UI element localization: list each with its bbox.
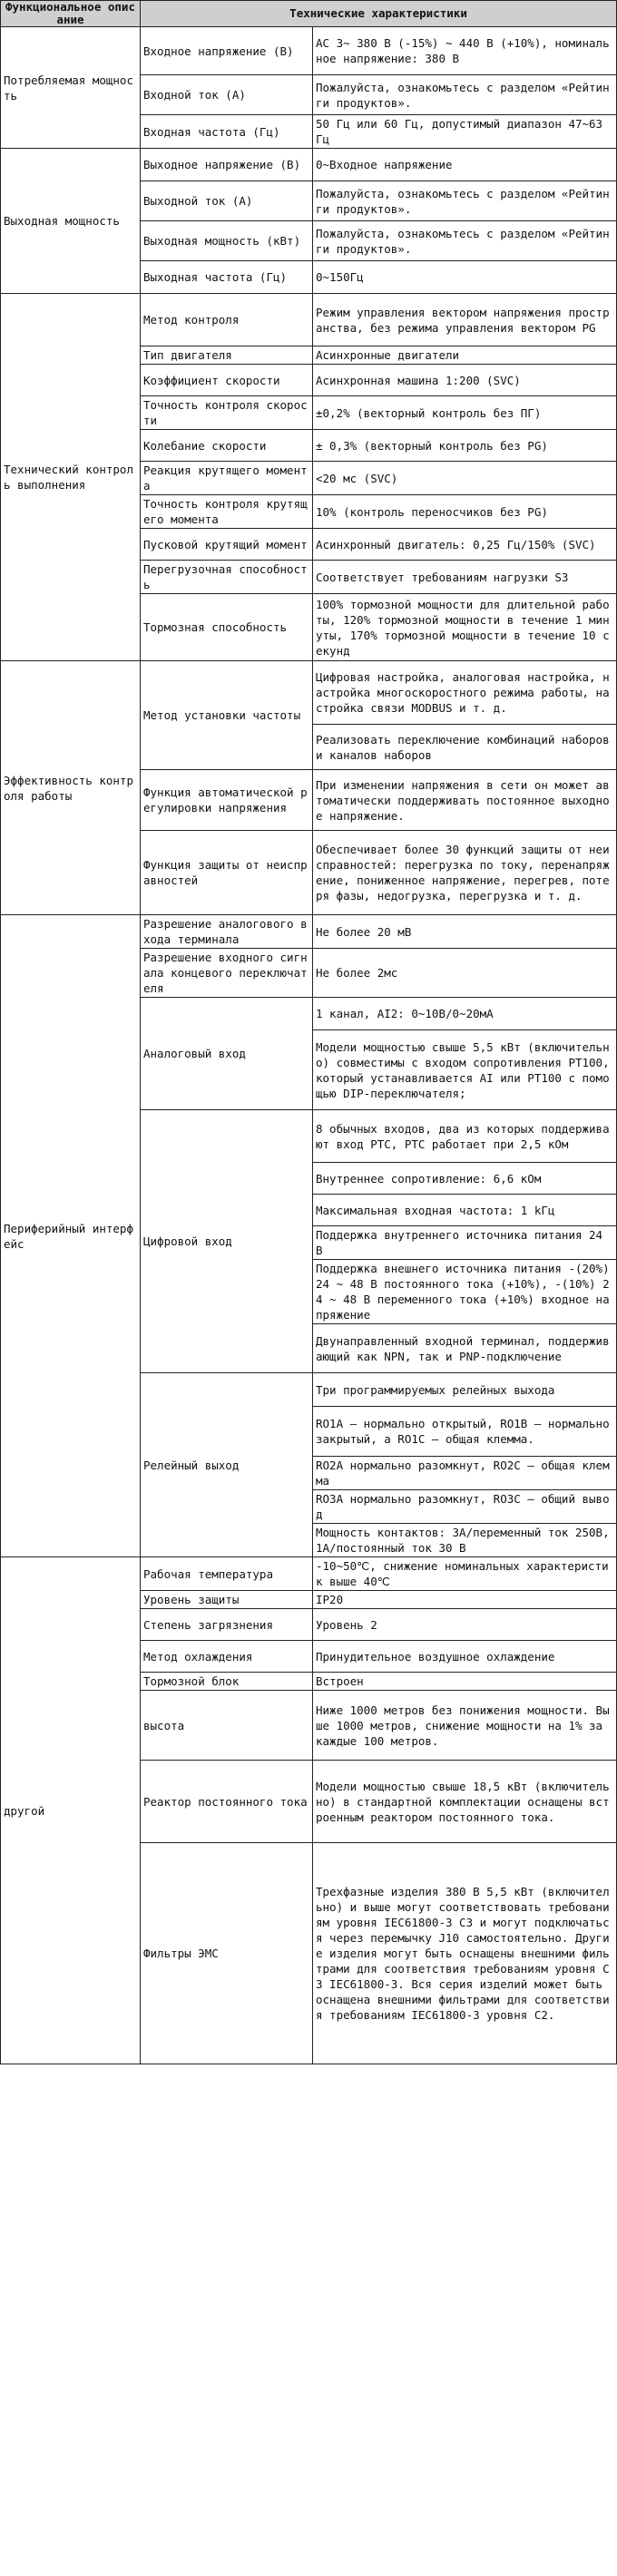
parameter-label: Тормозная способность xyxy=(141,594,313,661)
parameter-value: 1 канал, AI2: 0~10В/0~20мА xyxy=(313,998,617,1030)
parameter-value: Максимальная входная частота: 1 kГц xyxy=(313,1195,617,1226)
parameter-label: Цифровой вход xyxy=(141,1110,313,1373)
parameter-label: Входной ток (А) xyxy=(141,75,313,115)
parameter-label: Метод установки частоты xyxy=(141,661,313,770)
group-label: другой xyxy=(1,1557,141,2064)
parameter-value: Поддержка внутреннего источника питания 24 В xyxy=(313,1226,617,1260)
parameter-value: Асинхронные двигатели xyxy=(313,346,617,365)
parameter-label: Выходная мощность (кВт) xyxy=(141,221,313,261)
parameter-value: Встроен xyxy=(313,1673,617,1691)
parameter-label: Разрешение входного сигнала концевого переключателя xyxy=(141,949,313,998)
parameter-label: Метод охлаждения xyxy=(141,1641,313,1673)
parameter-value: Уровень 2 xyxy=(313,1609,617,1641)
parameter-label: Точность контроля крутящего момента xyxy=(141,495,313,529)
parameter-value: Ниже 1000 метров без понижения мощности. Выше 1000 метров, снижение мощности на 1% за каждые 100 метров. xyxy=(313,1691,617,1761)
header-function-description: Функциональное описание xyxy=(1,1,141,27)
parameter-value: Асинхронная машина 1:200 (SVC) xyxy=(313,365,617,396)
table-row xyxy=(1,27,617,75)
parameter-value: Обеспечивает более 30 функций защиты от неисправностей: перегрузка по току, перенапряжение, пониженное напряжение, перегрев, потеря фазы, недогрузка, перегрузка и т. д. xyxy=(313,831,617,915)
parameter-label: Пусковой крутящий момент xyxy=(141,529,313,561)
group-label: Потребляемая мощность xyxy=(1,27,141,149)
parameter-label: Точность контроля скорости xyxy=(141,396,313,430)
parameter-value: -10~50℃, снижение номинальных характеристик выше 40℃ xyxy=(313,1557,617,1591)
parameter-value: Не более 2мс xyxy=(313,949,617,998)
parameter-label: Релейный выход xyxy=(141,1373,313,1557)
table-row xyxy=(1,294,617,346)
parameter-value: 50 Гц или 60 Гц, допустимый диапазон 47~63 Гц xyxy=(313,115,617,149)
header-technical-characteristics: Технические характеристики xyxy=(141,1,617,27)
parameter-value: ± 0,3% (векторный контроль без PG) xyxy=(313,430,617,462)
parameter-label: Входная частота (Гц) xyxy=(141,115,313,149)
parameter-value: Поддержка внешнего источника питания -(20%) 24 ~ 48 В постоянного тока (+10%), -(10%) 24 ~ 48 В переменного тока (+10%) входное напряжение xyxy=(313,1260,617,1324)
parameter-value: ±0,2% (векторный контроль без ПГ) xyxy=(313,396,617,430)
group-label: Периферийный интерфейс xyxy=(1,915,141,1557)
parameter-value: 0~150Гц xyxy=(313,261,617,294)
parameter-value: Не более 20 мВ xyxy=(313,915,617,949)
parameter-label: Функция автоматической регулировки напряжения xyxy=(141,770,313,831)
parameter-label: Реакция крутящего момента xyxy=(141,462,313,495)
table-row xyxy=(1,661,617,725)
parameter-value: RO3A нормально разомкнут, RO3C — общий вывод xyxy=(313,1490,617,1524)
group-label: Технический контроль выполнения xyxy=(1,294,141,661)
parameter-value: <20 мс (SVC) xyxy=(313,462,617,495)
parameter-label: Входное напряжение (В) xyxy=(141,27,313,75)
parameter-value: Пожалуйста, ознакомьтесь с разделом «Рейтинги продуктов». xyxy=(313,75,617,115)
parameter-value: Пожалуйста, ознакомьтесь с разделом «Рейтинги продуктов». xyxy=(313,221,617,261)
parameter-value: 100% тормозной мощности для длительной работы, 120% тормозной мощности в течение 1 минуты, 170% тормозной мощности в течение 10 секунд xyxy=(313,594,617,661)
parameter-label: Реактор постоянного тока xyxy=(141,1761,313,1843)
parameter-label: Выходная частота (Гц) xyxy=(141,261,313,294)
parameter-value: Соответствует требованиям нагрузки S3 xyxy=(313,561,617,594)
parameter-value: AC 3~ 380 В (-15%) ~ 440 В (+10%), номинальное напряжение: 380 В xyxy=(313,27,617,75)
parameter-label: Выходное напряжение (В) xyxy=(141,149,313,181)
parameter-label: Метод контроля xyxy=(141,294,313,346)
parameter-label: Тип двигателя xyxy=(141,346,313,365)
parameter-value: Три программируемых релейных выхода xyxy=(313,1373,617,1407)
group-label: Выходная мощность xyxy=(1,149,141,294)
parameter-label: Перегрузочная способность xyxy=(141,561,313,594)
parameter-value: Трехфазные изделия 380 В 5,5 кВт (включительно) и выше могут соответствовать требованиям уровня IEC61800-3 C3 и могут подключаться через перемычку J10 самостоятельно. Другие изделия могут быть оснащены внешними фильтрами для соответствия требованиям уровня C3 IEC61800-3. Вся серия изделий может быть оснащена внешними фильтрами для соответствия требованиям IEC61800-3 уровня C2. xyxy=(313,1843,617,2064)
parameter-label: Колебание скорости xyxy=(141,430,313,462)
table-row xyxy=(1,915,617,949)
parameter-value: Режим управления вектором напряжения пространства, без режима управления вектором PG xyxy=(313,294,617,346)
parameter-value: Пожалуйста, ознакомьтесь с разделом «Рейтинги продуктов». xyxy=(313,181,617,221)
parameter-label: Выходной ток (А) xyxy=(141,181,313,221)
parameter-value: 10% (контроль переносчиков без PG) xyxy=(313,495,617,529)
parameter-value: IP20 xyxy=(313,1591,617,1609)
parameter-value: Модели мощностью свыше 5,5 кВт (включительно) совместимы с входом сопротивления PT100, который устанавливается AI или PT100 с помощью DIP-переключателя; xyxy=(313,1030,617,1110)
parameter-value: 0~Входное напряжение xyxy=(313,149,617,181)
parameter-label: Уровень защиты xyxy=(141,1591,313,1609)
parameter-value: RO2A нормально разомкнут, RO2C — общая клемма xyxy=(313,1457,617,1490)
table-row xyxy=(1,149,617,181)
parameter-value: Модели мощностью свыше 18,5 кВт (включительно) в стандартной комплектации оснащены встроенным реактором постоянного тока. xyxy=(313,1761,617,1843)
parameter-value: Мощность контактов: 3A/переменный ток 250В, 1A/постоянный ток 30 В xyxy=(313,1524,617,1557)
parameter-label: высота xyxy=(141,1691,313,1761)
parameter-label: Тормозной блок xyxy=(141,1673,313,1691)
parameter-value: 8 обычных входов, два из которых поддерживают вход PTC, PTC работает при 2,5 кОм xyxy=(313,1110,617,1163)
parameter-value: Реализовать переключение комбинаций наборов и каналов наборов xyxy=(313,725,617,770)
parameter-value: RO1A — нормально открытый, RO1B — нормально закрытый, а RO1C — общая клемма. xyxy=(313,1407,617,1457)
table-row xyxy=(1,1557,617,1591)
parameter-value: Принудительное воздушное охлаждение xyxy=(313,1641,617,1673)
group-label: Эффективность контроля работы xyxy=(1,661,141,915)
parameter-value: Внутреннее сопротивление: 6,6 кОм xyxy=(313,1163,617,1195)
parameter-value: Цифровая настройка, аналоговая настройка, настройка многоскоростного режима работы, настройка связи MODBUS и т. д. xyxy=(313,661,617,725)
spec-table-body xyxy=(1,27,617,2064)
parameter-label: Рабочая температура xyxy=(141,1557,313,1591)
parameter-value: Асинхронный двигатель: 0,25 Гц/150% (SVC) xyxy=(313,529,617,561)
parameter-label: Коэффициент скорости xyxy=(141,365,313,396)
parameter-label: Аналоговый вход xyxy=(141,998,313,1110)
parameter-label: Фильтры ЭМС xyxy=(141,1843,313,2064)
parameter-label: Степень загрязнения xyxy=(141,1609,313,1641)
parameter-label: Функция защиты от неисправностей xyxy=(141,831,313,915)
parameter-value: Двунаправленный входной терминал, поддерживающий как NPN, так и PNP-подключение xyxy=(313,1324,617,1373)
parameter-label: Разрешение аналогового входа терминала xyxy=(141,915,313,949)
parameter-value: При изменении напряжения в сети он может автоматически поддерживать постоянное выходное напряжение. xyxy=(313,770,617,831)
header-row xyxy=(1,1,617,27)
